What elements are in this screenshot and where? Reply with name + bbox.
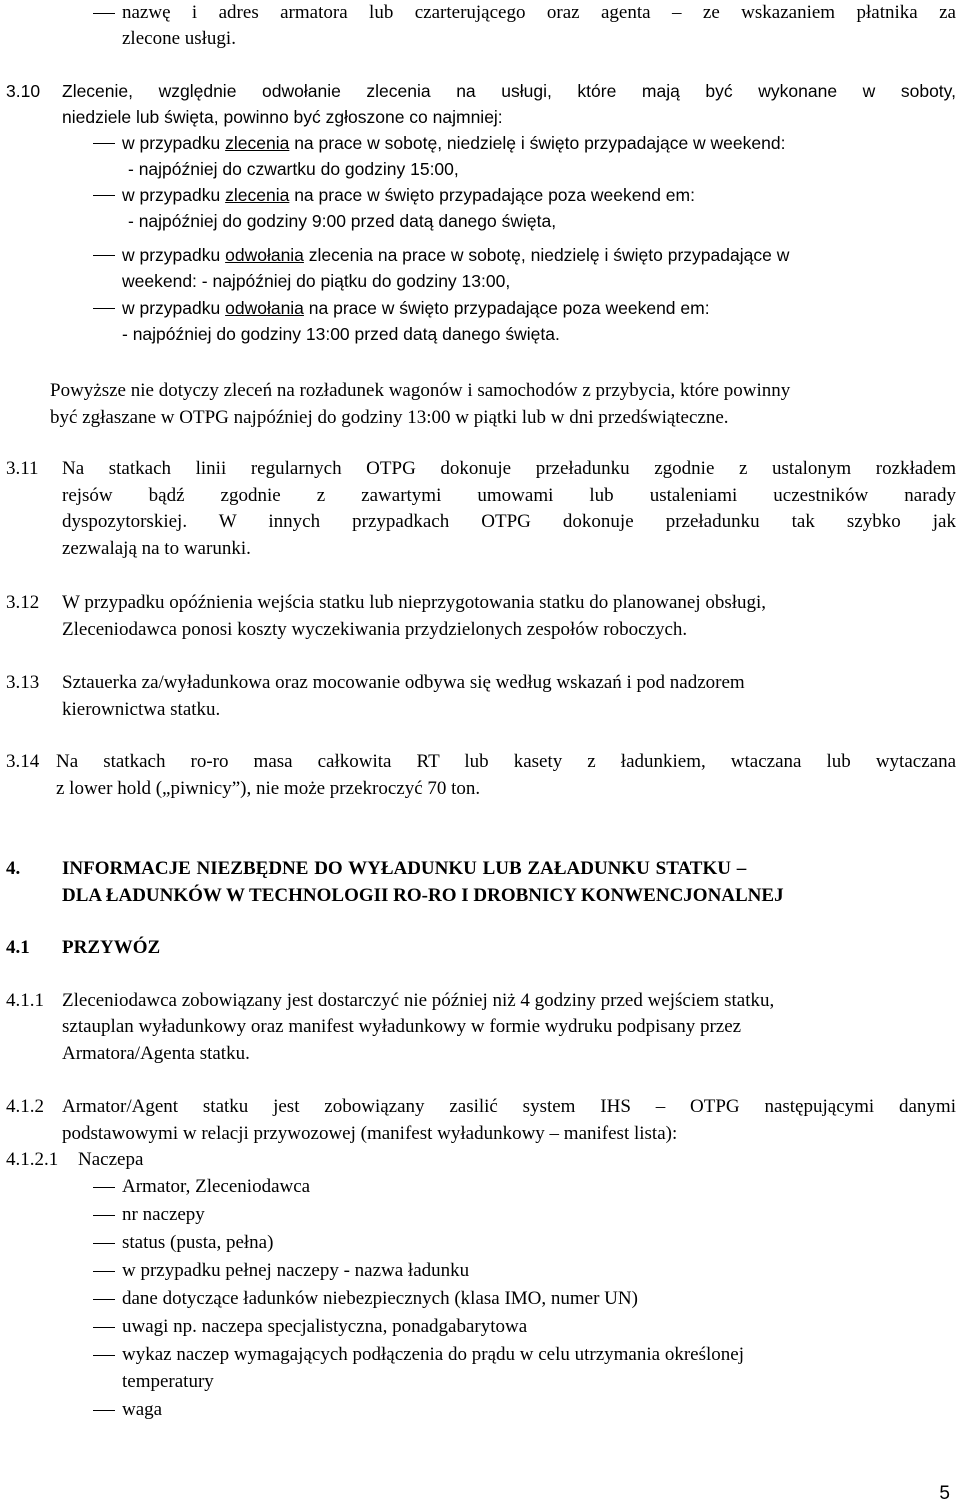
list-item: uwagi np. naczepa specjalistyczna, ponadgabarytowa xyxy=(122,1316,528,1337)
bullet-dash xyxy=(93,143,115,144)
section-number: 3.11 xyxy=(6,458,39,479)
heading: PRZYWÓZ xyxy=(62,937,161,958)
heading-number: 4. xyxy=(6,858,21,879)
section-number: 3.12 xyxy=(6,592,40,613)
page-number: 5 xyxy=(939,1483,950,1504)
list-item: w przypadku pełnej naczepy - nazwa ładunku xyxy=(122,1260,470,1281)
section-number: 4.1.1 xyxy=(6,990,44,1011)
list-item: status (pusta, pełna) xyxy=(122,1232,274,1253)
bullet-dash xyxy=(93,13,115,14)
section-number: 3.10 xyxy=(6,81,41,101)
text-line: Zleceniodawca ponosi koszty wyczekiwania przydzielonych zespołów roboczych. xyxy=(62,619,688,640)
list-item: w przypadku odwołania na prace w święto przypadające poza weekend em: xyxy=(122,298,710,318)
text-line: być zgłaszane w OTPG najpóźniej do godziny 13:00 w piątki lub w dni przedświąteczne. xyxy=(50,407,729,428)
heading: INFORMACJE NIEZBĘDNE DO WYŁADUNKU LUB ZAŁADUNKU STATKU – xyxy=(62,858,747,879)
text-line: - najpóźniej do godziny 13:00 przed datą danego święta. xyxy=(122,324,560,344)
text-line: Na statkach ro-ro masa całkowita RT lub kasety z ładunkiem, wtaczana lub wytaczana xyxy=(56,751,956,772)
heading: DLA ŁADUNKÓW W TECHNOLOGII RO-RO I DROBNICY KONWENCJONALNEJ xyxy=(62,885,784,906)
list-item: dane dotyczące ładunków niebezpiecznych (klasa IMO, numer UN) xyxy=(122,1288,638,1309)
list-item: waga xyxy=(122,1399,163,1420)
bullet-dash xyxy=(93,195,115,196)
text-line: W przypadku opóźnienia wejścia statku lub nieprzygotowania statku do planowanej obsługi, xyxy=(62,592,767,613)
section-number: 4.1.2 xyxy=(6,1096,44,1117)
list-item: Armator, Zleceniodawca xyxy=(122,1176,311,1197)
text-line: temperatury xyxy=(122,1371,214,1392)
list-item: w przypadku odwołania zlecenia na prace w sobotę, niedzielę i święto przypadające w xyxy=(122,245,790,265)
list-item: w przypadku zlecenia na prace w sobotę, niedzielę i święto przypadające w weekend: xyxy=(122,133,786,153)
text-line: rejsów bądź zgodnie z zawartymi umowami lub ustaleniami uczestników narady xyxy=(62,485,956,506)
text-line: nazwę i adres armatora lub czarterującego oraz agenta – ze wskazaniem płatnika za xyxy=(122,2,956,23)
bullet-dash xyxy=(93,1355,115,1356)
bullet-dash xyxy=(93,1299,115,1300)
bullet-dash xyxy=(93,1271,115,1272)
text-line: Powyższe nie dotyczy zleceń na rozładunek wagonów i samochodów z przybycia, które powinny xyxy=(50,380,791,401)
text-line: Armatora/Agenta statku. xyxy=(62,1043,250,1064)
text-line: zlecone usługi. xyxy=(122,28,236,49)
text-line: kierownictwa statku. xyxy=(62,699,221,720)
bullet-dash xyxy=(93,1215,115,1216)
text-line: dyspozytorskiej. W innych przypadkach OTPG dokonuje przeładunku tak szybko jak xyxy=(62,511,956,532)
text-line: - najpóźniej do czwartku do godziny 15:00, xyxy=(128,159,459,179)
bullet-dash xyxy=(93,1243,115,1244)
section-number: 4.1.2.1 xyxy=(6,1149,59,1170)
text-line: - najpóźniej do godziny 9:00 przed datą danego święta, xyxy=(128,211,557,231)
text-line: Armator/Agent statku jest zobowiązany zasilić system IHS – OTPG następującymi danymi xyxy=(62,1096,956,1117)
text-line: weekend: - najpóźniej do piątku do godziny 13:00, xyxy=(122,271,511,291)
text-line: niedziele lub święta, powinno być zgłoszone co najmniej: xyxy=(62,107,503,127)
text-line: Na statkach linii regularnych OTPG dokonuje przeładunku zgodnie z ustalonym rozkładem xyxy=(62,458,956,479)
text-line: z lower hold („piwnicy”), nie może przekroczyć 70 ton. xyxy=(56,778,481,799)
text-line: sztauplan wyładunkowy oraz manifest wyładunkowy w formie wydruku podpisany przez xyxy=(62,1016,742,1037)
subsection-title: Naczepa xyxy=(78,1149,144,1170)
bullet-dash xyxy=(93,255,115,256)
bullet-dash xyxy=(93,1187,115,1188)
text-line: zezwalają na to warunki. xyxy=(62,538,251,559)
bullet-dash xyxy=(93,308,115,309)
list-item: wykaz naczep wymagających podłączenia do prądu w celu utrzymania określonej xyxy=(122,1344,744,1365)
list-item: w przypadku zlecenia na prace w święto przypadające poza weekend em: xyxy=(122,185,695,205)
bullet-dash xyxy=(93,1327,115,1328)
text-line: Zleceniodawca zobowiązany jest dostarczyć nie później niż 4 godziny przed wejściem statku, xyxy=(62,990,775,1011)
text-line: Zlecenie, względnie odwołanie zlecenia na usługi, które mają być wykonane w soboty, xyxy=(62,81,956,101)
list-item: nr naczepy xyxy=(122,1204,205,1225)
bullet-dash xyxy=(93,1410,115,1411)
section-number: 3.13 xyxy=(6,672,40,693)
heading-number: 4.1 xyxy=(6,937,30,958)
section-number: 3.14 xyxy=(6,751,40,772)
text-line: podstawowymi w relacji przywozowej (manifest wyładunkowy – manifest lista): xyxy=(62,1123,678,1144)
text-line: Sztauerka za/wyładunkowa oraz mocowanie odbywa się według wskazań i pod nadzorem xyxy=(62,672,745,693)
